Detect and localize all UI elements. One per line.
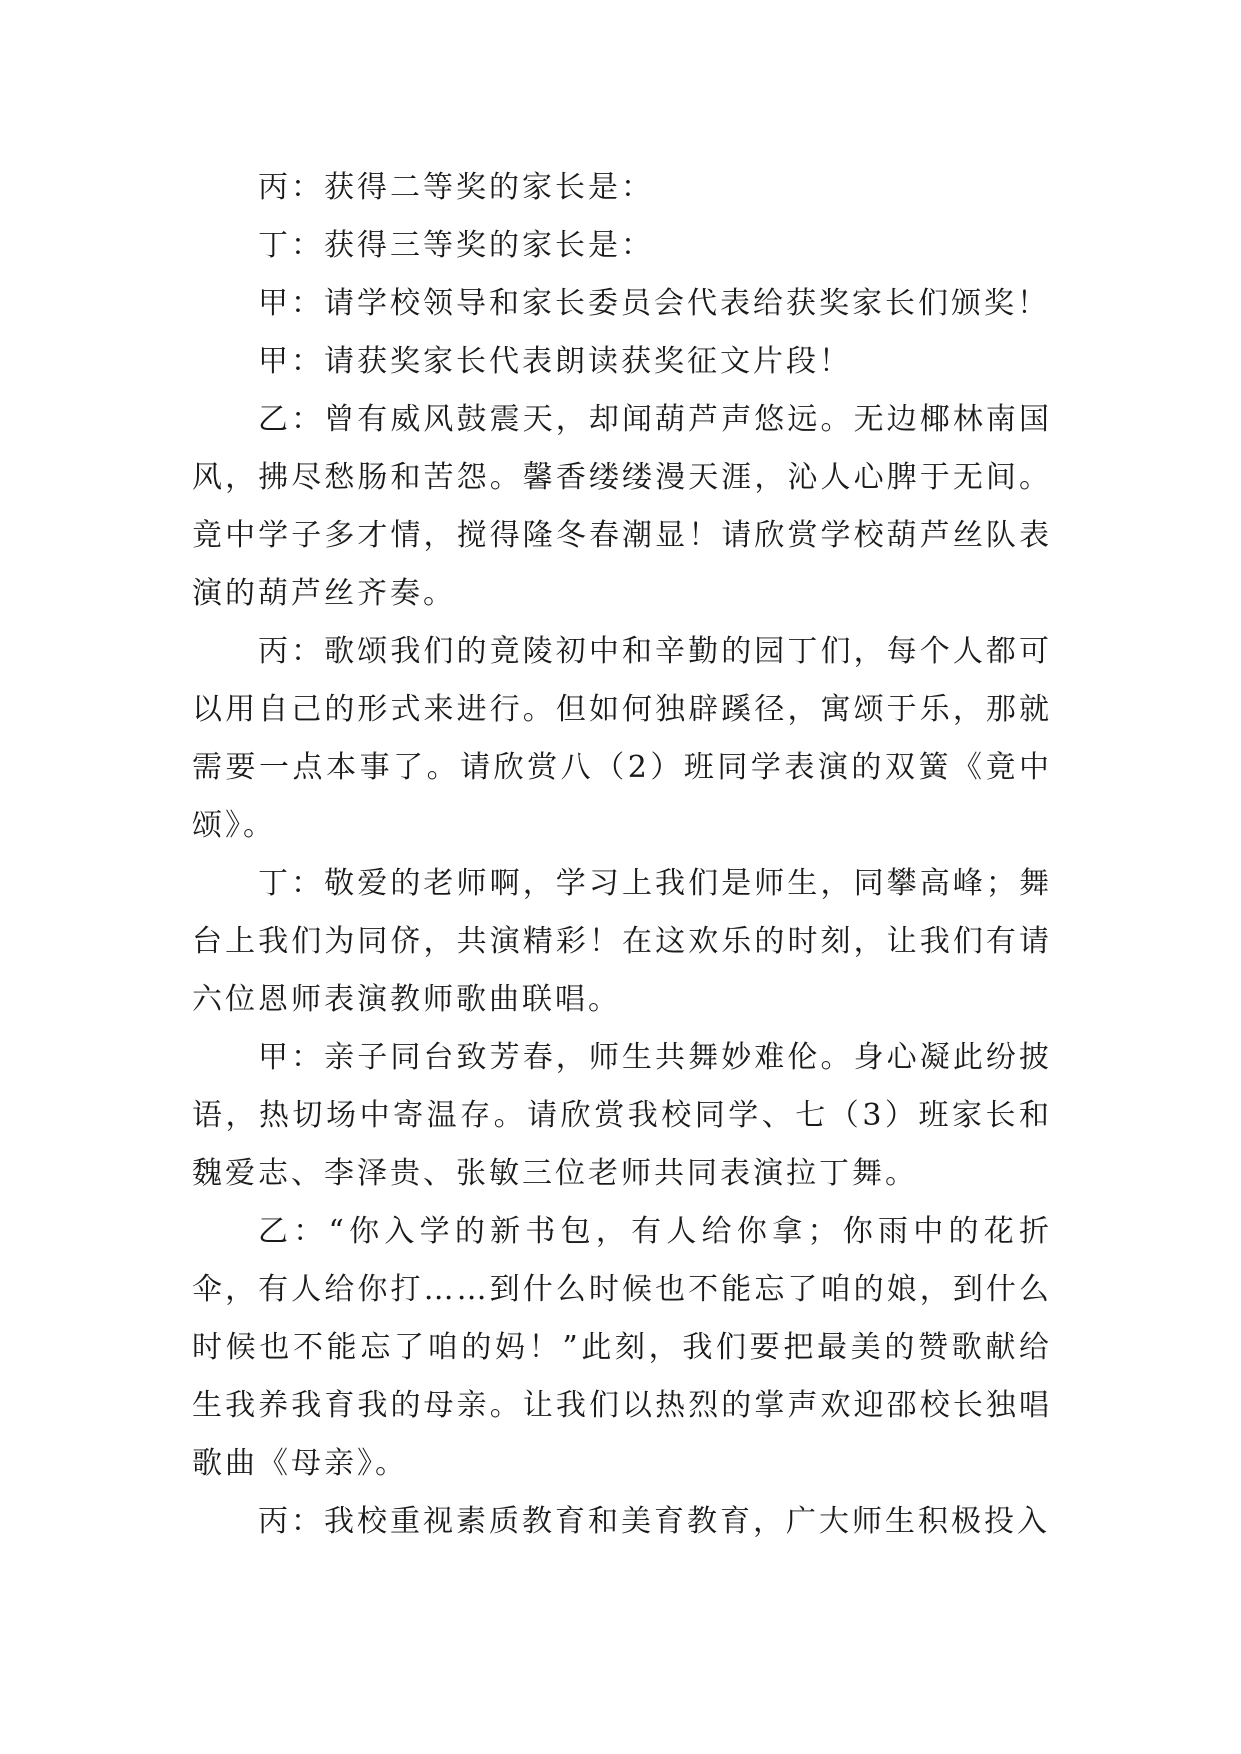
paragraph: 丁：获得三等奖的家长是：	[258, 228, 654, 263]
paragraph: 丁：敬爱的老师啊，学习上我们是师生，同攀高峰；舞台上我们为同侪，共演精彩！在这欢乐的时刻，让我们有请六位恩师表演教师歌曲联唱。	[192, 866, 1052, 1017]
paragraph: 丙：歌颂我们的竟陵初中和辛勤的园丁们，每个人都可以用自己的形式来进行。但如何独辟蹊径，寓颂于乐，那就需要一点本事了。请欣赏八（2）班同学表演的双簧《竟中颂》。	[192, 634, 1052, 843]
paragraph: 乙：曾有威风鼓震天，却闻葫芦声悠远。无边椰林南国风，拂尽愁肠和苦怨。馨香缕缕漫天涯，沁人心脾于无间。竟中学子多才情，搅得隆冬春潮显！请欣赏学校葫芦丝队表演的葫芦丝齐奏。	[192, 402, 1052, 611]
paragraph: 甲：亲子同台致芳春，师生共舞妙难伦。身心凝此纷披语，热切场中寄温存。请欣赏我校同学、七（3）班家长和魏爱志、李泽贵、张敏三位老师共同表演拉丁舞。	[192, 1040, 1052, 1191]
document-body	[192, 159, 1052, 1551]
paragraph: 乙：“你入学的新书包，有人给你拿；你雨中的花折伞，有人给你打……到什么时候也不能忘了咱的娘，到什么时候也不能忘了咱的妈！”此刻，我们要把最美的赞歌献给生我养我育我的母亲。让我们以热烈的掌声欢迎邵校长独唱歌曲《母亲》。	[192, 1214, 1052, 1481]
paragraph: 丙：获得二等奖的家长是：	[258, 170, 654, 205]
paragraph: 甲：请获奖家长代表朗读获奖征文片段！	[258, 344, 852, 379]
paragraph: 甲：请学校领导和家长委员会代表给获奖家长们颁奖！	[258, 286, 1050, 321]
paragraph: 丙：我校重视素质教育和美育教育，广大师生积极投入	[258, 1504, 1050, 1539]
